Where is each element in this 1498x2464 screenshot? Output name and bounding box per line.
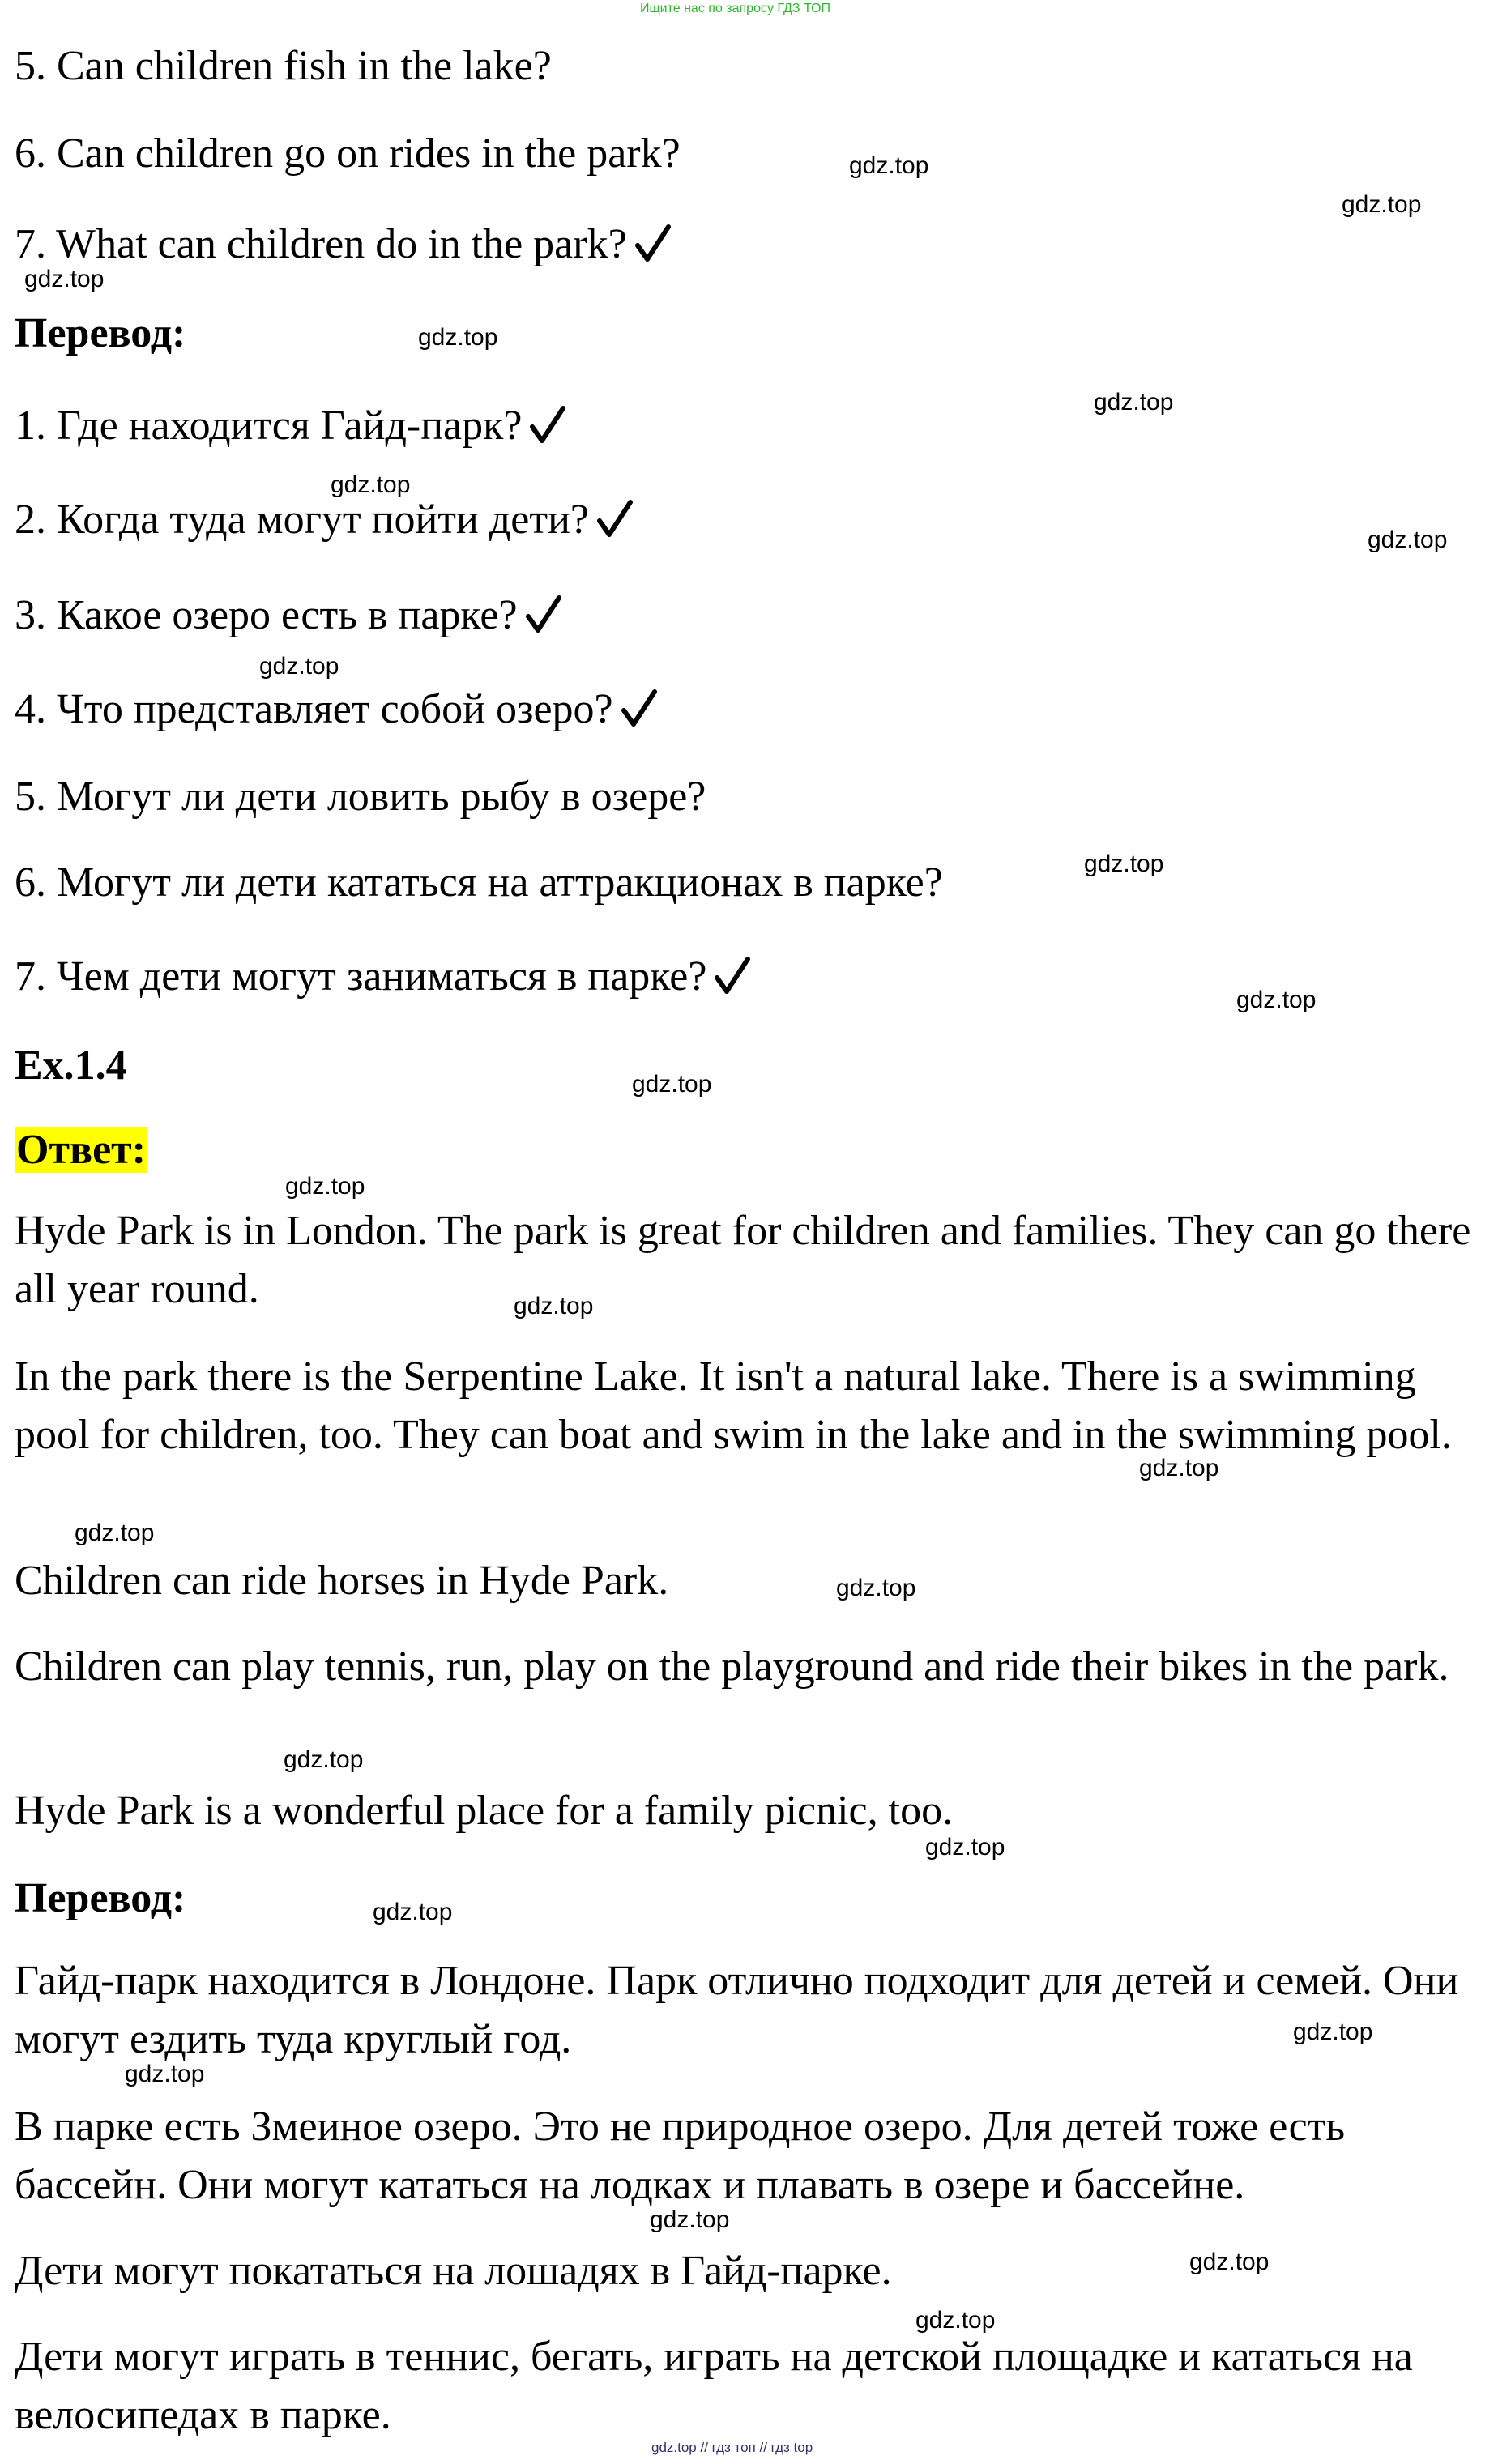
watermark: gdz.top bbox=[915, 2307, 996, 2334]
checkmark-icon bbox=[597, 499, 633, 538]
watermark: gdz.top bbox=[1189, 2249, 1270, 2275]
answer-ru-paragraph-2: В парке есть Змеиное озеро. Это не природное озеро. Для детей тоже есть бассейн. Они могут кататься на лодках и плавать в озере и бассейне. bbox=[15, 2104, 1346, 2208]
watermark: gdz.top bbox=[1084, 850, 1164, 877]
question-ru-4: 4. Что представляет собой озеро? bbox=[15, 688, 657, 731]
checkmark-icon bbox=[635, 224, 671, 262]
footer: gdz.top // гдз топ // гдз top bbox=[651, 2440, 813, 2455]
answer-en-paragraph-1: Hyde Park is in London. The park is great for children and families. They can go there all year round. bbox=[15, 1208, 1471, 1312]
exercise-title: Ex.1.4 bbox=[15, 1042, 127, 1089]
answer-en-paragraph-2: In the park there is the Serpentine Lake. It isn't a natural lake. There is a swimming pool for children, too. They can boat and swim in the lake and in the swimming pool. bbox=[15, 1353, 1452, 1458]
translation-heading: Перевод: bbox=[15, 310, 186, 356]
answer-ru-paragraph-1: Гайд-парк находится в Лондоне. Парк отлично подходит для детей и семей. Они могут ездить туда круглый год. bbox=[15, 1958, 1459, 2062]
translation-heading-2: Перевод: bbox=[15, 1875, 186, 1921]
question-ru-6: 6. Могут ли дети кататься на аттракционах в парке? bbox=[15, 859, 943, 906]
checkmark-icon bbox=[715, 956, 750, 995]
answer-ru-paragraph-3: Дети могут покататься на лошадях в Гайд-парке. bbox=[15, 2248, 892, 2294]
checkmark-icon bbox=[621, 688, 657, 727]
watermark: gdz.top bbox=[125, 2061, 205, 2087]
answer-en-paragraph-5: Hyde Park is a wonderful place for a family picnic, too. bbox=[15, 1788, 954, 1834]
watermark: gdz.top bbox=[514, 1293, 594, 1319]
question-ru-5: 5. Могут ли дети ловить рыбу в озере? bbox=[15, 774, 706, 820]
watermark: gdz.top bbox=[836, 1575, 916, 1601]
watermark: gdz.top bbox=[849, 152, 929, 179]
watermark: gdz.top bbox=[1236, 987, 1317, 1013]
question-en-6: 6. Can children go on rides in the park? bbox=[15, 130, 681, 177]
watermark: gdz.top bbox=[1139, 1455, 1219, 1481]
checkmark-icon bbox=[526, 595, 561, 633]
watermark: gdz.top bbox=[373, 1899, 453, 1925]
question-en-5: 5. Can children fish in the lake? bbox=[15, 43, 552, 89]
watermark: gdz.top bbox=[284, 1746, 364, 1773]
answer-highlight: Ответ: bbox=[16, 1127, 147, 1173]
watermark: gdz.top bbox=[24, 266, 105, 292]
answer-label bbox=[15, 1129, 147, 1171]
question-en-7: 7. What can children do in the park? bbox=[15, 224, 671, 266]
checkmark-icon bbox=[530, 405, 565, 444]
watermark: gdz.top bbox=[1368, 526, 1448, 553]
answer-en-paragraph-4: Children can play tennis, run, play on the playground and ride their bikes in the park. bbox=[15, 1643, 1449, 1690]
answer-en-paragraph-3: Children can ride horses in Hyde Park. bbox=[15, 1558, 669, 1604]
search-banner[interactable]: Ищите нас по запросу ГДЗ ТОП bbox=[640, 2, 830, 15]
question-ru-1: 1. Где находится Гайд-парк? bbox=[15, 405, 565, 447]
watermark: gdz.top bbox=[632, 1071, 712, 1098]
watermark: gdz.top bbox=[925, 1834, 1005, 1861]
watermark: gdz.top bbox=[1094, 389, 1174, 416]
watermark: gdz.top bbox=[1293, 2019, 1373, 2045]
watermark: gdz.top bbox=[259, 653, 339, 680]
question-ru-2: 2. Когда туда могут пойти дети? bbox=[15, 499, 633, 541]
watermark: gdz.top bbox=[285, 1173, 365, 1200]
answer-ru-paragraph-4: Дети могут играть в теннис, бегать, играть на детской площадке и кататься на велосипедах в парке. bbox=[15, 2334, 1413, 2438]
watermark: gdz.top bbox=[75, 1520, 155, 1546]
question-ru-7: 7. Чем дети могут заниматься в парке? bbox=[15, 956, 750, 998]
question-ru-3: 3. Какое озеро есть в парке? bbox=[15, 595, 561, 637]
watermark: gdz.top bbox=[650, 2206, 730, 2233]
watermark: gdz.top bbox=[418, 324, 498, 351]
watermark: gdz.top bbox=[331, 471, 411, 498]
watermark: gdz.top bbox=[1342, 191, 1422, 218]
